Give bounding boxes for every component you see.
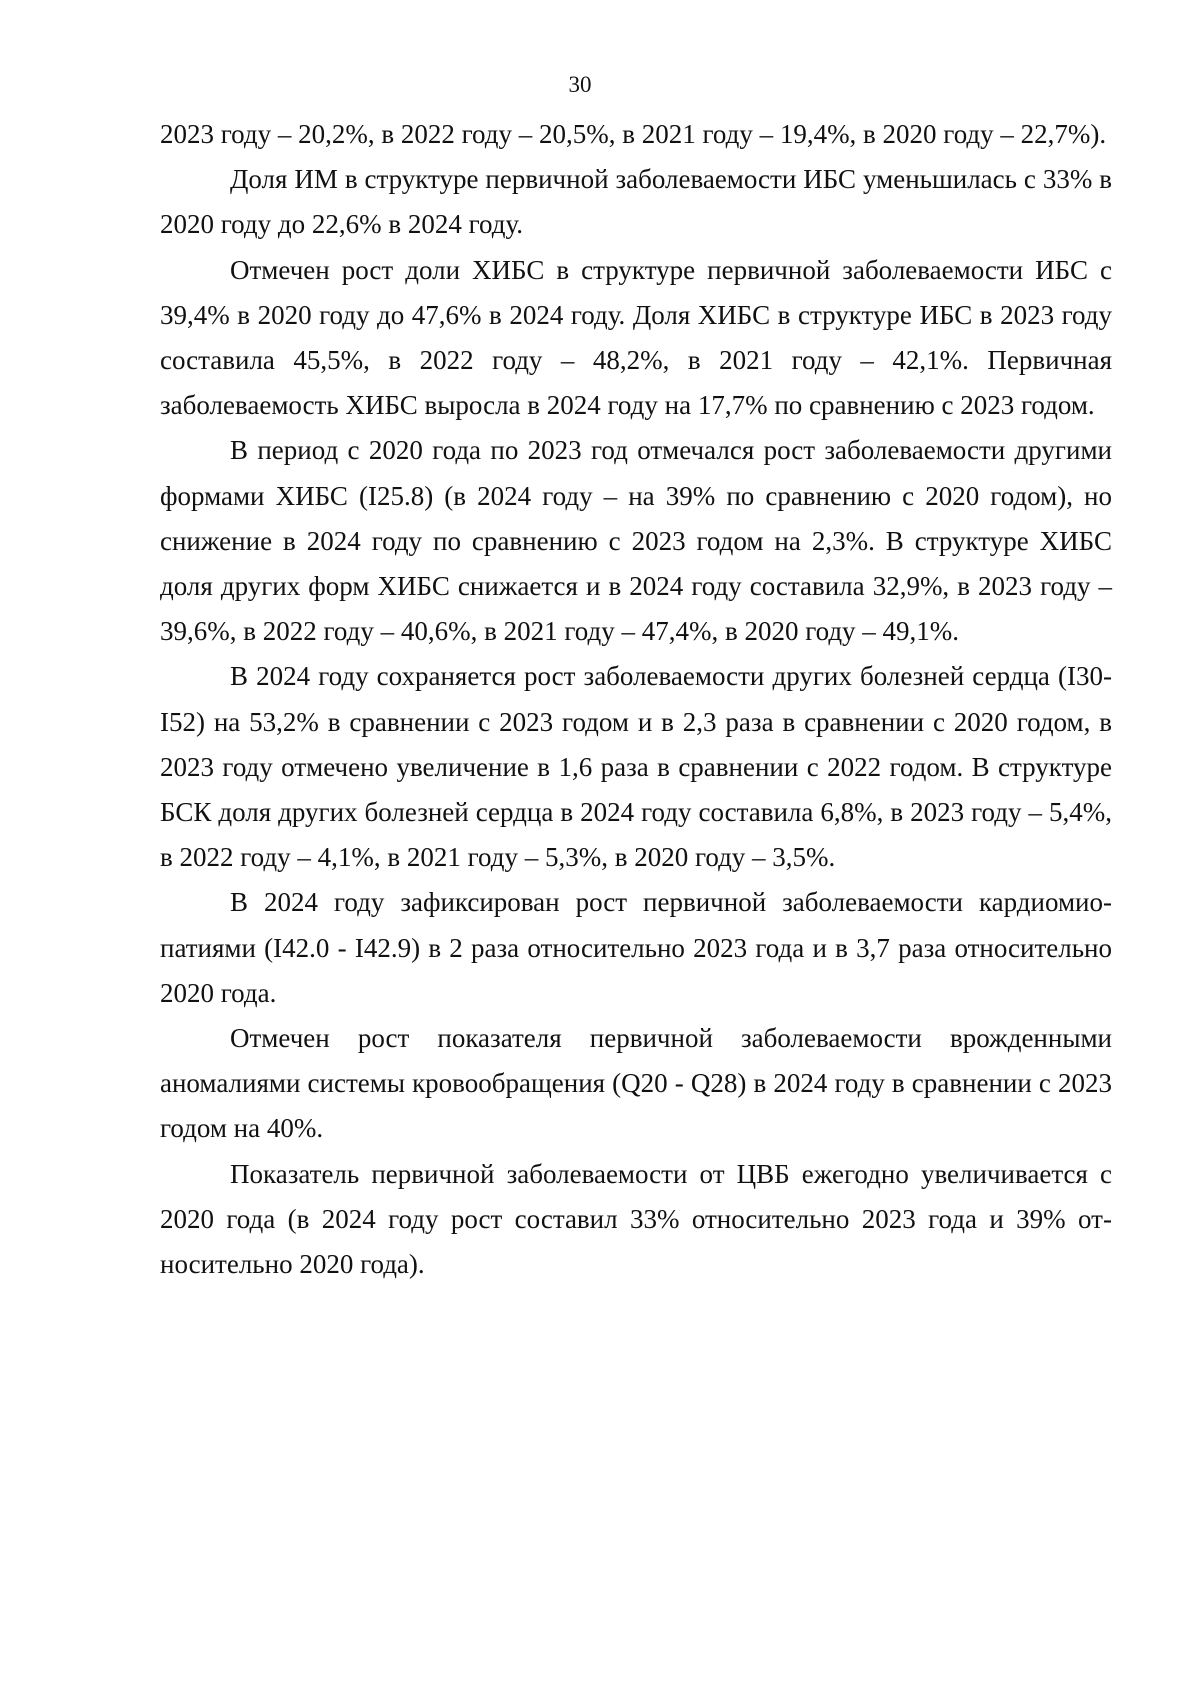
paragraph-congenital-anomalies: Отмечен рост показателя первичной заболеваемости врожденными аномалиями системы кровообращения (Q20 - Q28) в 2024 году в сравнении с 2023 годом на 40%.	[160, 1023, 1112, 1144]
paragraph-other-hibs-forms: В период с 2020 года по 2023 год отмечался рост заболеваемости другими формами ХИБС (I25.8) (в 2024 году – на 39% по сравнению с 2020 годом), но снижение в 2024 году по сравнению с 2023 годом на 2,3%. В структуре ХИБС доля других форм ХИБС снижается и в 2024 году составила 32,9%, в 2023 году – 39,6%, в 2022 году – 40,6%, в 2021 году – 47,4%, в 2020 году – 49,1%.	[160, 435, 1112, 647]
paragraph-cardiomyopathies: В 2024 году зафиксирован рост первичной заболеваемости кардиомиопатиями (I42.0 - I42.9) в 2 раза относительно 2023 года и в 3,7 раза относительно 2020 года.	[160, 887, 1112, 1008]
paragraph-continued: 2023 году – 20,2%, в 2022 году – 20,5%, в 2021 году – 19,4%, в 2020 году – 22,7%).	[160, 119, 1107, 149]
paragraph-hibs-share: Отмечен рост доли ХИБС в структуре первичной заболеваемости ИБС с 39,4% в 2020 году до 47,6% в 2024 году. Доля ХИБС в структуре ИБС в 2023 году составила 45,5%, в 2022 году – 48,2%, в 2021 году – 42,1%. Первичная заболеваемость ХИБС выросла в 2024 году на 17,7% по сравнению с 2023 годом.	[160, 254, 1112, 421]
document-body	[160, 112, 1112, 1287]
paragraph-im-share: Доля ИМ в структуре первичной заболеваемости ИБС уменьшилась с 33% в 2020 году до 22,6% в 2024 году.	[160, 164, 1112, 240]
paragraph-cvd: Показатель первичной заболеваемости от ЦВБ ежегодно увеличивается с 2020 года (в 2024 году рост составил 33% относительно 2023 года и 39% относительно 2020 года).	[160, 1158, 1112, 1280]
page-number: 30	[568, 72, 592, 97]
paragraph-other-heart-diseases: В 2024 году сохраняется рост заболеваемости других болезней сердца (I30-I52) на 53,2% в сравнении с 2023 годом и в 2,3 раза в сравнении с 2020 годом, в 2023 году отмечено увеличение в 1,6 раза в сравнении с 2022 годом. В структуре БСК доля других болезней сердца в 2024 году составила 6,8%, в 2023 году – 5,4%, в 2022 году – 4,1%, в 2021 году – 5,3%, в 2020 году – 3,5%.	[160, 661, 1112, 873]
